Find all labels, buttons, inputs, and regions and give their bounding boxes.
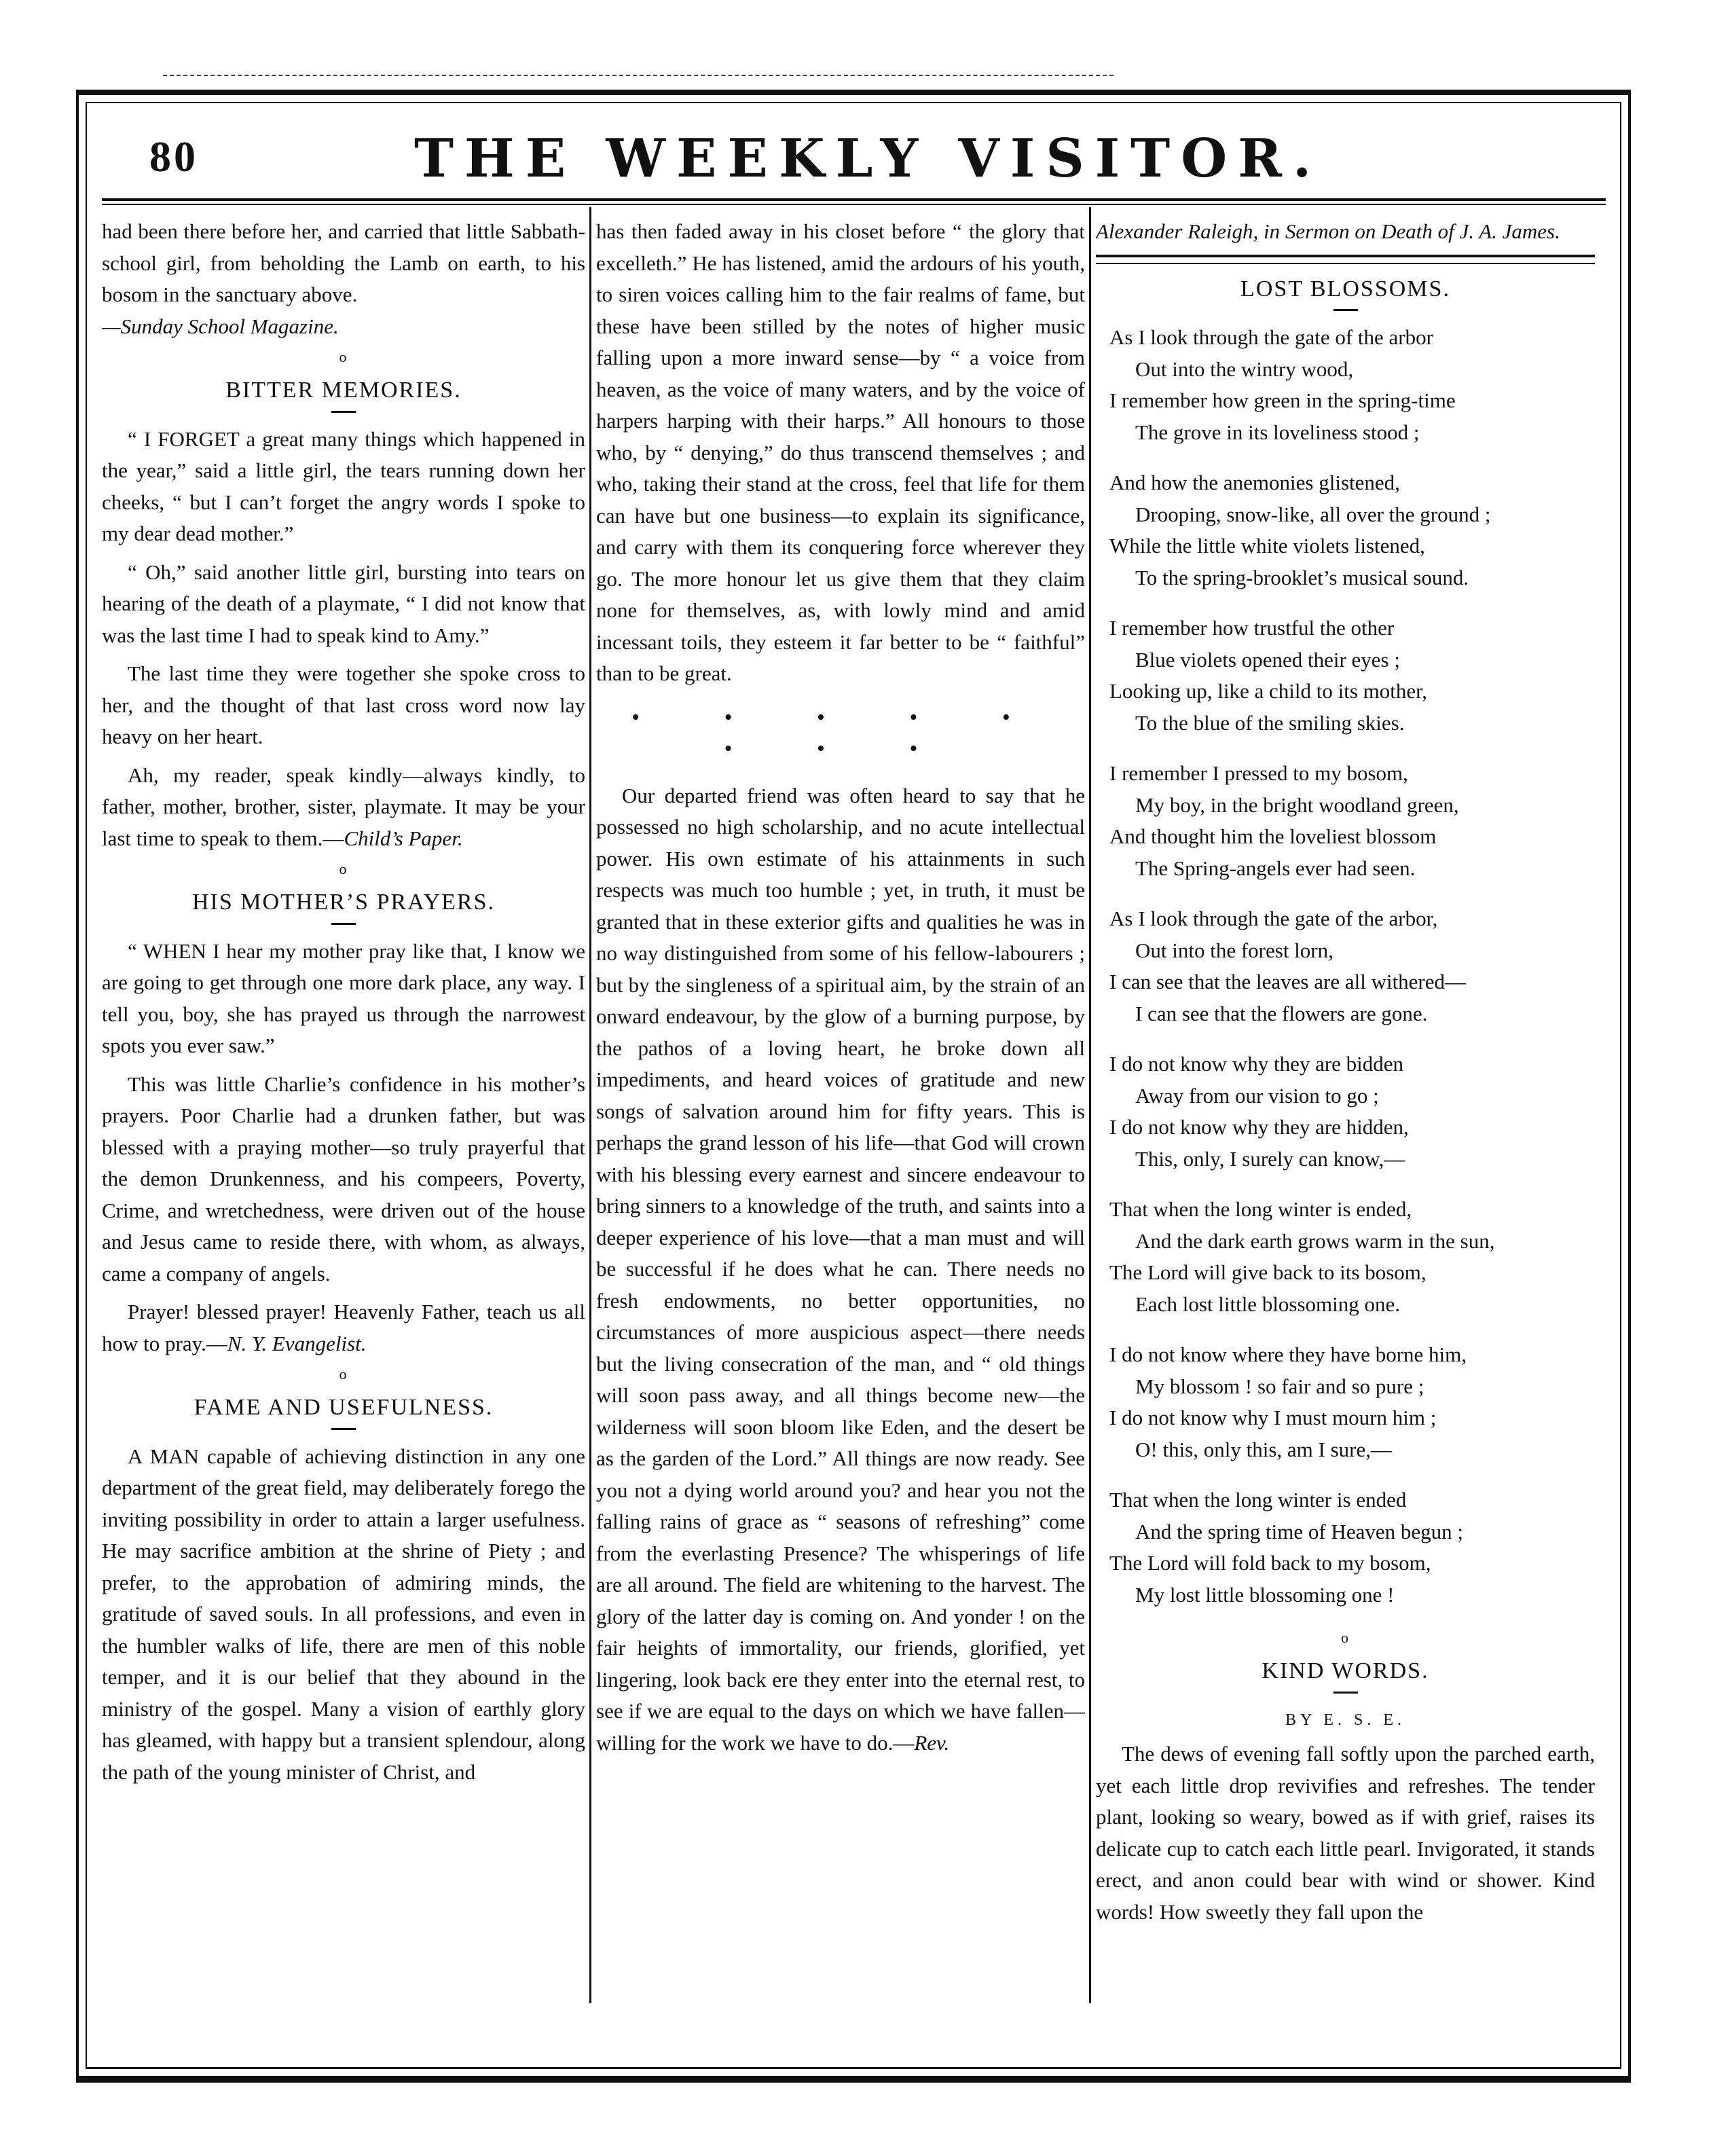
poem-line: My lost little blossoming one !	[1135, 1582, 1395, 1607]
poem-stanza	[1109, 758, 1595, 884]
poem-line: The Spring-angels ever had seen.	[1135, 856, 1416, 880]
paragraph	[596, 780, 1085, 1759]
section-rule	[1096, 255, 1595, 264]
poem-line: Looking up, like a child to its mother,	[1109, 679, 1427, 703]
heading-fame-usefulness: FAME AND USEFULNESS.	[194, 1395, 494, 1420]
attribution: —Sunday School Magazine.	[102, 314, 339, 338]
ornament: o	[339, 1366, 348, 1383]
paragraph: This was little Charlie’s confidence in his mother’s prayers. Poor Charlie had a drunken father, but was blessed with a praying mother—so truly prayerful that the demon Drunkenness, and his compeers, Poverty, Crime, and wretchedness, were driven out of the house and Jesus came to reside there, with whom, as always, came a company of angels.	[102, 1072, 585, 1285]
attribution: Alexander Raleigh, in Sermon on Death of J. A. James.	[1096, 219, 1560, 243]
heading-dash	[331, 1428, 356, 1430]
poem-line: Away from our vision to go ;	[1135, 1083, 1379, 1108]
poem-stanza	[1109, 322, 1595, 448]
heading-bitter-memories: BITTER MEMORIES.	[225, 378, 462, 403]
poem-stanza	[1109, 1484, 1595, 1611]
heading-lost-blossoms: LOST BLOSSOMS.	[1240, 276, 1450, 302]
poem-stanza	[1109, 467, 1595, 593]
poem-line: I can see that the leaves are all withered—	[1109, 970, 1467, 993]
poem-line: And thought him the loveliest blossom	[1109, 824, 1437, 848]
poem-line: As I look through the gate of the arbor	[1109, 325, 1433, 349]
intro-text: had been there before her, and carried that little Sabbath-school girl, from beholding the Lamb on earth, to his bosom in the sanctuary above.	[102, 219, 585, 306]
heading-dash	[331, 411, 356, 413]
header-rule-thin	[102, 204, 1606, 205]
top-decoration	[163, 75, 1114, 80]
poem-stanza	[1109, 1048, 1595, 1175]
poem-line: My boy, in the bright woodland green,	[1135, 792, 1459, 817]
column-2	[596, 216, 1085, 1988]
paragraph	[102, 216, 585, 342]
paragraph: “ I FORGET a great many things which happened in the year,” said a little girl, the tears running down her cheeks, “ but I can’t forget the angry words I spoke to my dear dead mother.”	[102, 426, 585, 545]
poem-stanza	[1109, 903, 1595, 1029]
poem-stanza	[1109, 613, 1595, 739]
poem-lost-blossoms	[1109, 322, 1595, 1611]
heading-dash	[1333, 1692, 1358, 1694]
poem-line: And how the anemonies glistened,	[1109, 471, 1400, 494]
paragraph: A MAN capable of achieving distinction in any one department of the great field, may deliberately forego the inviting possibility in order to attain a larger usefulness. He may sacrifice ambition at the shrine of Piety ; and prefer, to the approbation of admiring minds, the gratitude of saved souls. In all professions, and even in the humbler walks of life, there are men of this noble temper, and it is our belief that they abound in the ministry of the gospel. Many a vision of earthly glory has gleamed, with happy but a transient splendour, along the path of the young minister of Christ, and	[102, 1444, 585, 1784]
paragraph-text: Our departed friend was often heard to say that he possessed no high scholarship, and no acute intellectual power. His own estimate of his attainments in such respects was much too humble ; yet, in truth, it must be granted that in these exterior gifts and qualities he was in no way distinguished from some of his fellow-labourers ; but by the singleness of a spiritual aim, by the strain of an onward endeavour, by the glow of a burning purpose, by the pathos of a loving heart, he broke down all impediments, and heard voices of gratitude and new songs of salvation around him for fifty years. This is perhaps the grand lesson of his life—that God will crown with his blessing every earnest and sincere endeavour to bring sinners to a knowledge of the truth, and saints into a deeper experience of his love—that a man must and will be successful if he does what he can. There needs no fresh endowments, no better opportunities, no circumstances of more auspicious aspect—there needs but the living consecration of the man, and “ old things will soon pass away, and all things become new—the wilderness will soon bloom like Eden, and the desert be as the garden of the Lord.” All things are now ready. See you not a dying world around you? and hear you not the falling rains of grace as “ seasons of refreshing” come from the everlasting Presence? The whisperings of life are all around. The field are whitening to the harvest. The glory of the latter day is coming on. And yonder ! on the fair heights of immortality, our friends, glorified, yet lingering, look back ere they enter into the eternal rest, to see if we are equal to the days on which we have fallen—willing for the work we have to do.—	[596, 783, 1085, 1755]
column-rule-2	[1089, 207, 1091, 2003]
byline: BY E. S. E.	[1285, 1711, 1406, 1729]
page-number: 80	[149, 132, 198, 181]
poem-line: And the dark earth grows warm in the sun,	[1135, 1228, 1495, 1253]
poem-line: That when the long winter is ended,	[1109, 1197, 1412, 1221]
poem-line: I do not know why they are hidden,	[1109, 1115, 1409, 1139]
poem-line: I do not know why I must mourn him ;	[1109, 1406, 1437, 1429]
poem-line: I can see that the flowers are gone.	[1135, 1001, 1428, 1025]
poem-stanza	[1109, 1339, 1595, 1465]
section-dots: • • • • • • • •	[631, 704, 1050, 761]
poem-line: O! this, only this, am I sure,—	[1135, 1437, 1392, 1461]
poem-line: That when the long winter is ended	[1109, 1488, 1407, 1512]
heading-dash	[331, 923, 356, 925]
masthead-title: THE WEEKLY VISITOR.	[414, 128, 1323, 189]
poem-line: The grove in its loveliness stood ;	[1135, 420, 1420, 444]
poem-line: The Lord will give back to its bosom,	[1109, 1260, 1427, 1284]
poem-stanza	[1109, 1194, 1595, 1320]
ornament: o	[1341, 1629, 1350, 1646]
poem-line: The Lord will fold back to my bosom,	[1109, 1551, 1431, 1575]
heading-dash	[1333, 309, 1358, 311]
poem-line: Each lost little blossoming one.	[1135, 1292, 1401, 1316]
column-3	[1096, 216, 1595, 1988]
paragraph: The last time they were together she spoke cross to her, and the thought of that last cross word now lay heavy on her heart.	[102, 661, 585, 748]
paragraph	[102, 760, 585, 855]
attribution: N. Y. Evangelist.	[227, 1331, 367, 1355]
paragraph: “ Oh,” said another little girl, bursting into tears on hearing of the death of a playmate, “ I did not know that was the last time I had to speak kind to Amy.”	[102, 560, 585, 647]
poem-line: This, only, I surely can know,—	[1135, 1146, 1405, 1171]
paragraph: The dews of evening fall softly upon the parched earth, yet each little drop revivifies and refreshes. The tender plant, looking so weary, bowed as if with grief, raises its delicate cup to catch each little pearl. Invigorated, it stands erect, and anon could bear with wind or shower. Kind words! How sweetly they fall upon the	[1096, 1742, 1595, 1924]
poem-line: As I look through the gate of the arbor,	[1109, 907, 1438, 930]
poem-line: And the spring time of Heaven begun ;	[1135, 1519, 1463, 1543]
poem-line: I remember how trustful the other	[1109, 616, 1395, 640]
poem-line: To the blue of the smiling skies.	[1135, 710, 1405, 735]
heading-kind-words: KIND WORDS.	[1262, 1658, 1429, 1683]
poem-line: To the spring-brooklet’s musical sound.	[1135, 565, 1469, 589]
poem-line: I remember how green in the spring-time	[1109, 388, 1456, 412]
poem-line: I remember I pressed to my bosom,	[1109, 761, 1408, 785]
attribution: Child’s Paper.	[344, 826, 463, 850]
poem-line: Blue violets opened their eyes ;	[1135, 647, 1400, 672]
paragraph-text: Prayer! blessed prayer! Heavenly Father, teach us all how to pray.—	[102, 1300, 585, 1355]
header-rule-thick	[102, 198, 1606, 201]
paragraph: has then faded away in his closet before “ the glory that excelleth.” He has listened, amid the ardours of his youth, to siren voices calling him to the fair realms of fame, but these have been stilled by the notes of higher music falling upon a more inward sense—by “ a voice from heaven, as the voice of many waters, and by the voice of harpers harping with their harps.” All honours to those who, by “ denying,” do thus transcend themselves ; and who, taking their stand at the cross, feel that life for them can have but one business—to explain its significance, and carry with them its conquering force wherever they go. The more honour let us give them that they claim none for themselves, as, with lowly mind and amid incessant toils, they esteem it far better to be “ faithful” than to be great.	[596, 219, 1085, 685]
ornament: o	[339, 348, 348, 365]
paragraph: “ WHEN I hear my mother pray like that, I know we are going to get through one more dark place, any way. I tell you, boy, she has prayed us through the narrowest spots you ever saw.”	[102, 938, 585, 1057]
poem-line: Drooping, snow-like, all over the ground ;	[1135, 502, 1491, 526]
page-header	[102, 128, 1609, 202]
paragraph	[102, 1296, 585, 1359]
attribution: Rev.	[914, 1730, 950, 1755]
ornament: o	[339, 860, 348, 877]
poem-line: Out into the forest lorn,	[1135, 938, 1333, 962]
poem-line: While the little white violets listened,	[1109, 534, 1425, 558]
column-1	[102, 216, 585, 1988]
poem-line: I do not know why they are bidden	[1109, 1052, 1404, 1076]
poem-line: I do not know where they have borne him,	[1109, 1342, 1467, 1366]
paragraph-text: Ah, my reader, speak kindly—always kindly, to father, mother, brother, sister, playmate. It may be your last time to speak to them.—	[102, 763, 585, 850]
poem-line: My blossom ! so fair and so pure ;	[1135, 1374, 1424, 1398]
heading-mothers-prayers: HIS MOTHER’S PRAYERS.	[192, 890, 495, 915]
poem-line: Out into the wintry wood,	[1135, 357, 1354, 381]
column-rule-1	[589, 207, 591, 2003]
